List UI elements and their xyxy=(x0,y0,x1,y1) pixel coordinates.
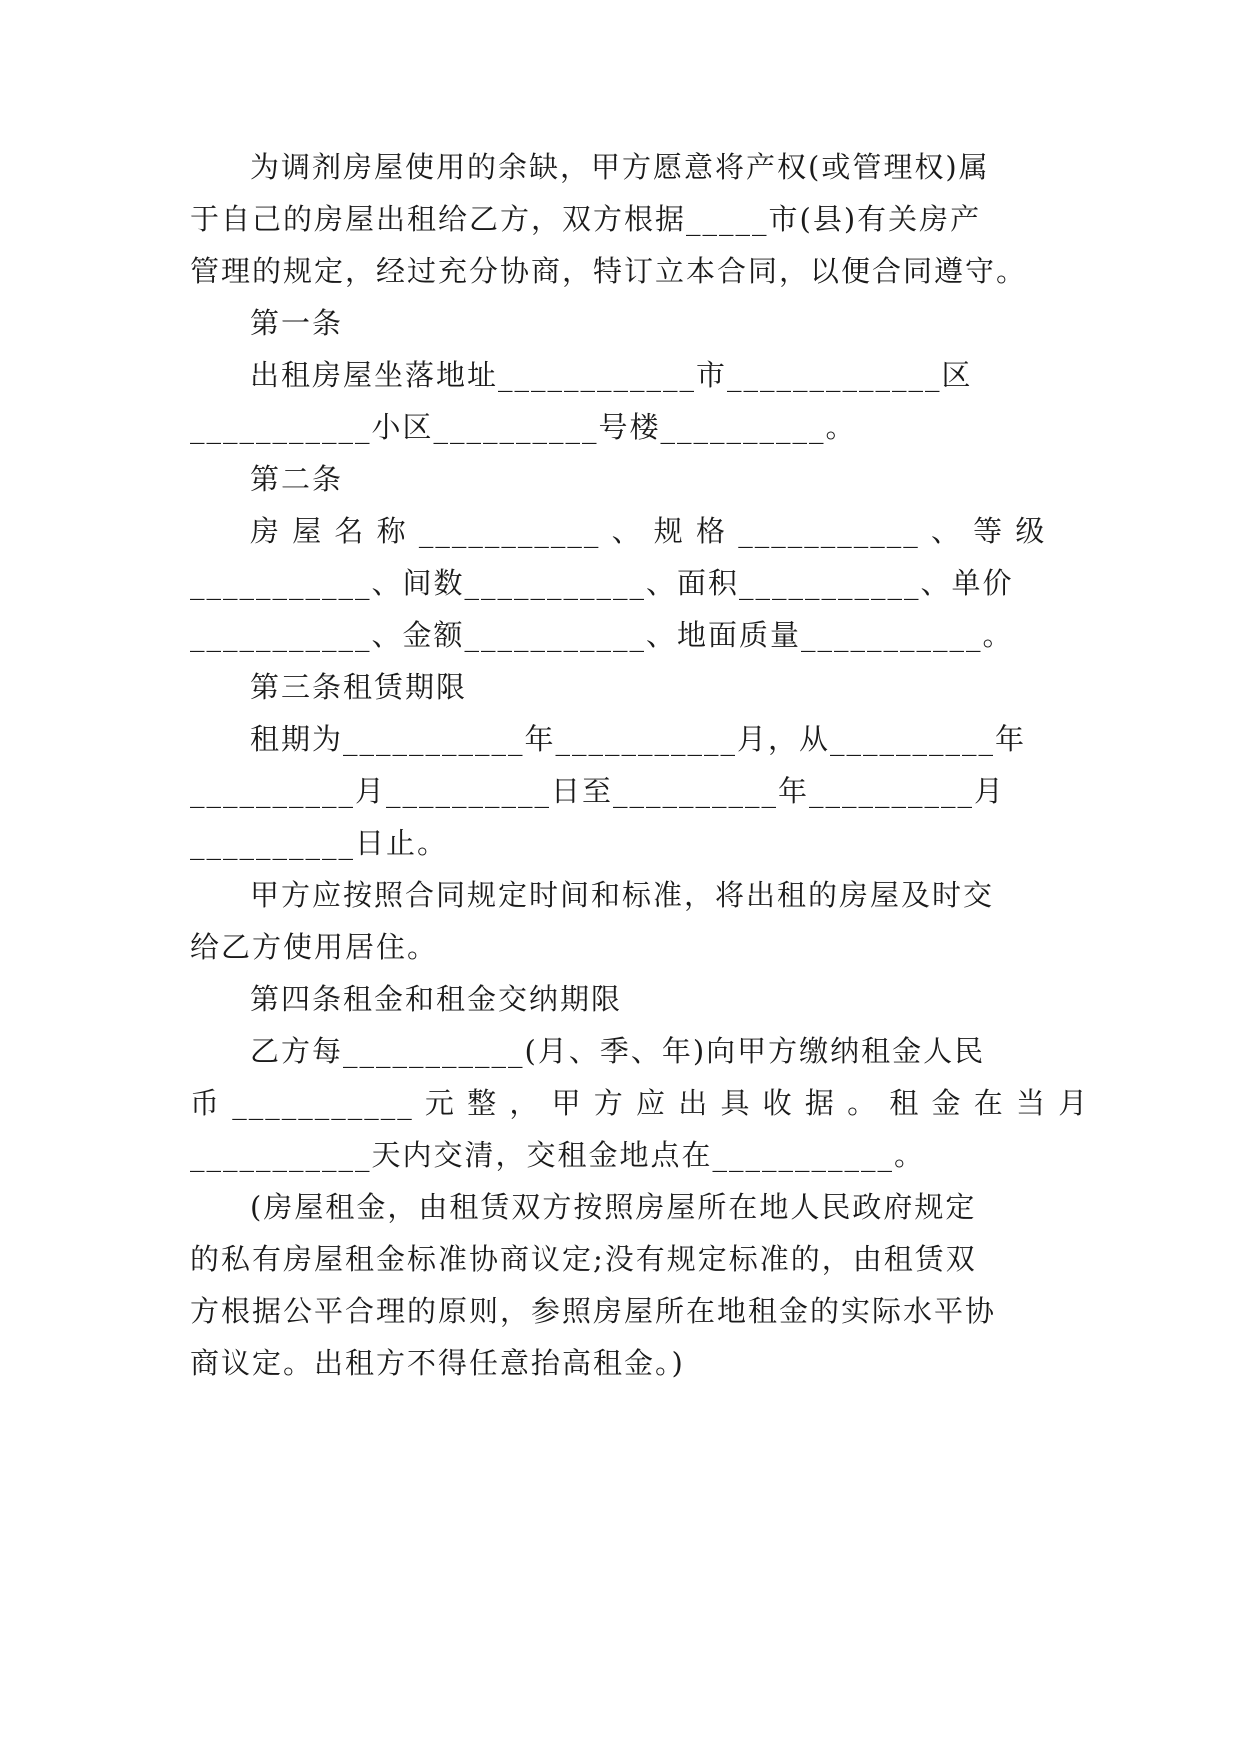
text-line: ___________、金额___________、地面质量___________。 xyxy=(190,618,1014,652)
text-line: __________日止。 xyxy=(190,826,449,860)
text-line: 方根据公平合理的原则，参照房屋所在地租金的实际水平协 xyxy=(190,1294,997,1328)
text-line: 出租房屋坐落地址____________市_____________区 xyxy=(250,358,973,392)
section-heading: 第一条 xyxy=(250,306,344,340)
text-line: 给乙方使用居住。 xyxy=(190,930,439,964)
text-line: 甲方应按照合同规定时间和标准，将出租的房屋及时交 xyxy=(250,878,995,912)
text-line: 租期为___________年___________月，从__________年 xyxy=(250,722,1027,756)
text-line: ___________、间数___________、面积___________、单价 xyxy=(190,566,1014,600)
text-line: ___________小区__________号楼__________。 xyxy=(190,410,857,444)
section-heading: 第三条租赁期限 xyxy=(250,670,468,704)
text-line: 商议定。出租方不得任意抬高租金。) xyxy=(190,1346,685,1380)
text-line: 乙方每___________(月、季、年)向甲方缴纳租金人民 xyxy=(250,1034,986,1068)
text-line: __________月__________日至__________年__________月 xyxy=(190,774,1006,808)
text-line: 为调剂房屋使用的余缺，甲方愿意将产权(或管理权)属 xyxy=(250,150,990,184)
text-line: 于自己的房屋出租给乙方，双方根据_____市(县)有关房产 xyxy=(190,202,982,236)
section-heading: 第四条租金和租金交纳期限 xyxy=(250,982,623,1016)
text-line: 币 ___________ 元 整 ， 甲 方 应 出 具 收 据 。 租 金 在 当 月 xyxy=(190,1086,1090,1120)
text-line: 的私有房屋租金标准协商议定;没有规定标准的，由租赁双 xyxy=(190,1242,977,1276)
text-line: 房 屋 名 称 ___________ 、 规 格 ___________ 、 等 级 xyxy=(250,514,1047,548)
text-line: ___________天内交清，交租金地点在___________。 xyxy=(190,1138,926,1172)
text-line: (房屋租金，由租赁双方按照房屋所在地人民政府规定 xyxy=(250,1190,977,1224)
text-line: 管理的规定，经过充分协商，特订立本合同，以便合同遵守。 xyxy=(190,254,1028,288)
section-heading: 第二条 xyxy=(250,462,344,496)
